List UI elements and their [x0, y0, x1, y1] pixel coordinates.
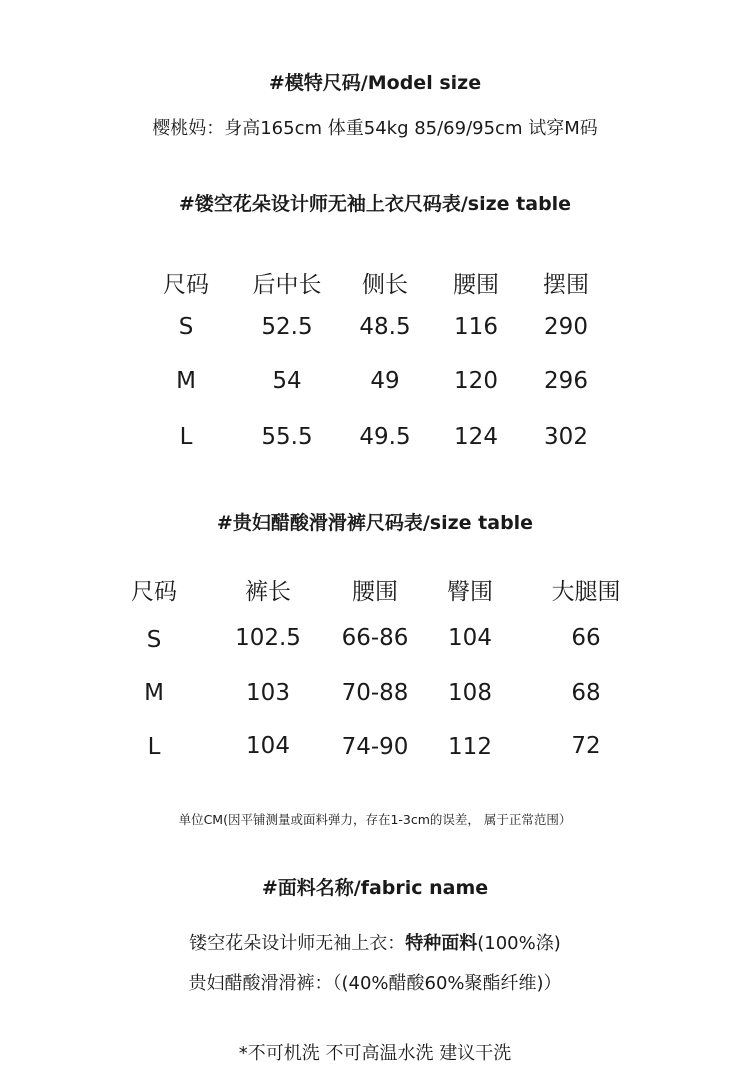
- table-cell: L: [179, 424, 193, 450]
- table-cell: 302: [544, 424, 588, 450]
- care-instructions: *不可机洗 不可高温水洗 建议干洗: [238, 1043, 512, 1064]
- table-cell: 66: [571, 625, 601, 651]
- column-header: 腰围: [453, 272, 499, 298]
- table-cell: 116: [454, 314, 498, 340]
- column-header: 臀围: [447, 579, 493, 605]
- table-cell: 49.5: [359, 424, 411, 450]
- table-cell: 102.5: [235, 625, 301, 651]
- fabric-heading: #面料名称/fabric name: [261, 877, 489, 899]
- table-cell: 120: [454, 368, 498, 394]
- column-header: 摆围: [543, 272, 589, 298]
- column-header: 尺码: [163, 272, 209, 298]
- table-cell: 72: [571, 733, 601, 759]
- table-cell: 296: [544, 368, 588, 394]
- table-cell: 55.5: [261, 424, 313, 450]
- table-cell: 70-88: [341, 680, 409, 706]
- table-cell: 290: [544, 314, 588, 340]
- table-cell: L: [147, 734, 161, 760]
- model-info: 樱桃妈：身高165cm 体重54kg 85/69/95cm 试穿M码: [152, 118, 598, 139]
- model-size-heading: #模特尺码/Model size: [268, 72, 482, 94]
- fabric-top-emphasis: 特种面料: [405, 933, 478, 954]
- pants-table-heading: #贵妇醋酸滑滑裤尺码表/size table: [216, 512, 534, 534]
- table-cell: M: [144, 680, 164, 706]
- table-cell: 104: [246, 733, 290, 759]
- table-cell: M: [176, 368, 196, 394]
- fabric-top-label: 镂空花朵设计师无袖上衣：: [189, 933, 406, 954]
- table-cell: 108: [448, 680, 492, 706]
- table-cell: 74-90: [341, 734, 409, 760]
- column-header: 侧长: [362, 272, 408, 298]
- column-header: 腰围: [352, 579, 398, 605]
- table-cell: S: [178, 314, 194, 340]
- table-cell: S: [146, 627, 162, 653]
- measurement-note: 单位CM(因平铺测量或面料弹力，存在1-3cm的误差， 属于正常范围）: [178, 812, 572, 827]
- column-header: 裤长: [245, 579, 291, 605]
- table-cell: 49: [370, 368, 400, 394]
- fabric-top-detail: (100%涤): [477, 933, 561, 954]
- table-cell: 68: [571, 680, 601, 706]
- fabric-top-line: [0, 929, 750, 955]
- column-header: 大腿围: [551, 579, 621, 605]
- table-cell: 52.5: [261, 314, 313, 340]
- column-header: 后中长: [252, 272, 322, 298]
- column-header: 尺码: [131, 579, 177, 605]
- fabric-pants-line: 贵妇醋酸滑滑裤：（(40%醋酸60%聚酯纤维)）: [188, 973, 562, 994]
- table-cell: 124: [454, 424, 498, 450]
- table-cell: 104: [448, 625, 492, 651]
- table-cell: 103: [246, 680, 290, 706]
- top-table-heading: #镂空花朵设计师无袖上衣尺码表/size table: [178, 193, 572, 215]
- table-cell: 48.5: [359, 314, 411, 340]
- table-cell: 66-86: [341, 625, 409, 651]
- table-cell: 54: [272, 368, 302, 394]
- table-cell: 112: [448, 734, 492, 760]
